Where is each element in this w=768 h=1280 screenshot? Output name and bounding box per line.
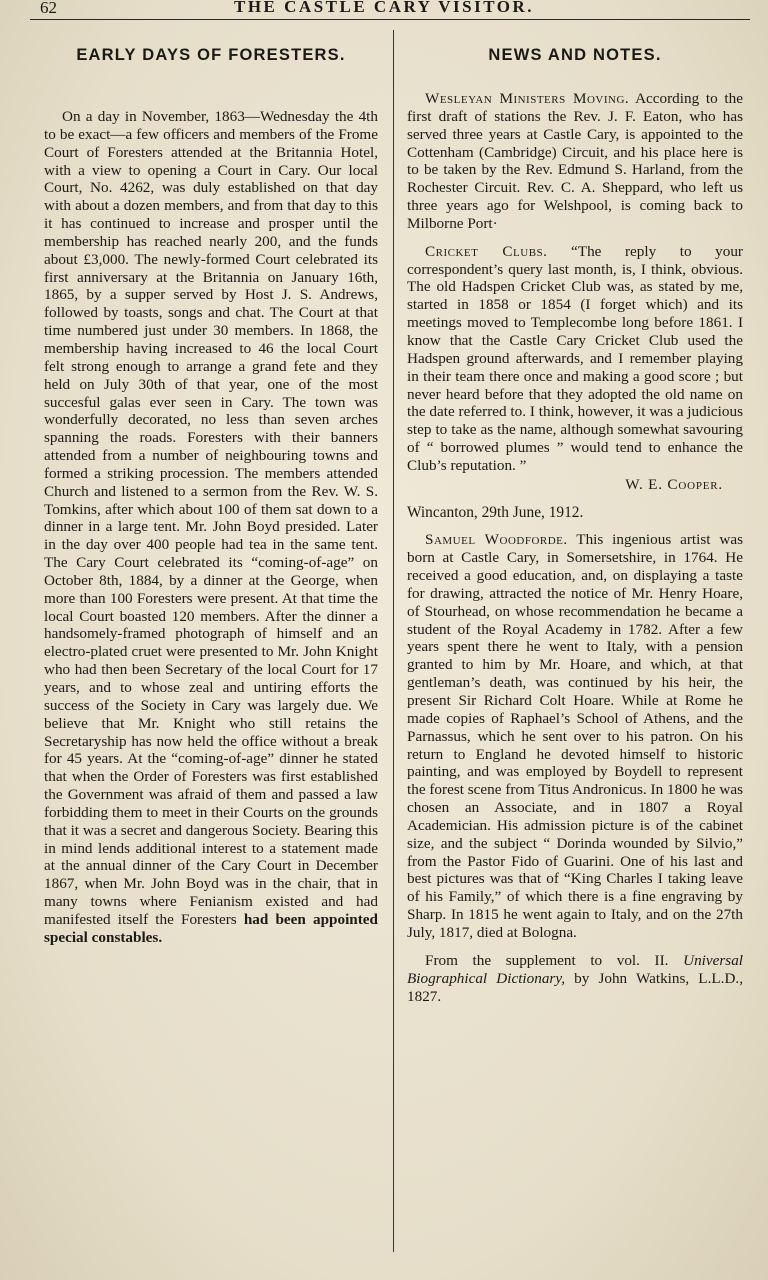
letter-signature: W. E. Cooper. bbox=[625, 475, 723, 493]
article-body bbox=[44, 108, 378, 947]
news-item-text: “The reply to your correspondent’s query last month, is, I think, obvious. The old Hadspen Cricket Club was, as stated by me, started in 1858 or 1854 (I forget which) and its meetings moved to Templecombe long before 1861. I know that the Castle Cary Cricket Club used the Hadspen ground afterwards, and I remember playing in their team there once and making a good score ; but never heard before that they adopted the old name on the date referred to. I think, however, it was a judicious step to take as the name, although somewhat savouring of “ borrowed plumes ” would tend to enhance the Club’s reputation. ” bbox=[407, 242, 743, 474]
article-body-text: On a day in November, 1863—Wednesday the 4th to be exact—a few officers and members of the Frome Court of Foresters attended at the Britannia Hotel, with a view to opening a Court in Cary. Our local Court, No. 4262, was duly established on that day with about a dozen members, and from that day to this it has continued to increase and prosper until the membership has reached nearly 200, and the funds about £3,000. The newly-formed Court celebrated its first anniversary at the Britannia on January 16th, 1865, by a supper served by Host J. S. Andrews, followed by toasts, songs and chat. The Court at that time numbered just under 30 members. In 1868, the membership having increased to 46 the local Court felt strong enough to arrange a grand fete and they held on July 30th of that year, one of the most succesful galas ever seen in Cary. The town was wonderfully decorated, no less than seven arches spanning the roads. Foresters with their banners attended from a number of neighbouring towns and formed a striking procession. The members attended Church and listened to a sermon from the Rev. W. S. Tomkins, after which about 100 of them sat down to a dinner in a large tent. Mr. John Boyd presided. Later in the day over 400 people had tea in the same tent. The Cary Court celebrated its “coming-of-age” on October 8th, 1884, by a dinner at the George, when more than 100 Foresters were present. At that time the local Court boasted 120 members. After the dinner a handsomely-framed photograph of himself and an electro-plated cruet were presented to Mr. John Knight who had then been Secretary of the local Court for 17 years, and to whose zeal and untiring efforts the success of the Society in Cary was largely due. We believe that Mr. Knight who still retains the Secretaryship has now held the office without a break for 45 years. At the “coming-of-age” dinner he stated that when the Order of Foresters was first established the Government was afraid of them and passed a law forbidding them to meet in their Courts on the grounds that it was a secret and dangerous Society. Bearing this in mind lends additional interest to a statement made at the annual dinner of the Cary Court in December 1867, when Mr. John Boyd was in the chair, that in many towns where Fenianism existed and had manifested itself the Foresters bbox=[44, 108, 378, 928]
news-item-text: This ingenious artist was born at Castle Cary, in Somersetshire, in 1764. He received a good education, and, on displaying a taste for drawing, attracted the notice of Mr. Henry Hoare, of Stourhead, on whose recommendation he became a student of the Royal Academy in 1782. After a few years spent there he went to Italy, with a pension granted to him by Mr. Hoare, and which, at that gentleman’s death, was continued by his heir, the present Sir Richard Colt Hoare. While at Rome he made copies of Raphael’s School of Athens, and the Parnassus, which he sent over to his patron. On his return to England he devoted himself to historic painting, and was employed by Boydell to represent the forest scene from Titus Andronicus. In 1800 he was chosen an Associate, and in 1807 a Royal Academician. His admission picture is of the cabinet size, and the subject “ Dorinda wounded by Silvio,” from the Pastor Fido of Guarini. One of his last and best pictures was that of “King Charles I taking leave of his Family,” of which there is a fine engraving by Sharp. In 1815 he went again to Italy, and on the 27th July, 1817, died at Bologna. bbox=[407, 531, 743, 941]
right-column bbox=[407, 40, 743, 1005]
letter-dateline: Wincanton, 29th June, 1912. bbox=[407, 503, 584, 521]
column-divider bbox=[393, 30, 394, 1252]
page-number: 62 bbox=[40, 0, 57, 17]
source-title: Universal Biographical Dictionary, bbox=[407, 951, 744, 987]
source-citation bbox=[407, 952, 743, 1006]
left-column bbox=[44, 40, 378, 947]
source-prefix: From the supplement to vol. II. bbox=[425, 951, 669, 969]
news-item-heading: Wesleyan Ministers Moving. bbox=[425, 90, 630, 107]
news-title: NEWS AND NOTES. bbox=[488, 46, 662, 64]
page-header bbox=[0, 0, 768, 22]
header-rule bbox=[30, 19, 750, 20]
article-title: EARLY DAYS OF FORESTERS. bbox=[76, 46, 346, 64]
source-suffix: by John Watkins, L.L.D., 1827. bbox=[407, 969, 744, 1005]
running-title: THE CASTLE CARY VISITOR. bbox=[234, 0, 534, 16]
article-body-end: had been appointed special constables. bbox=[44, 910, 378, 946]
news-item-wesleyan bbox=[407, 90, 743, 233]
news-item-cricket bbox=[407, 243, 743, 475]
news-item-heading: Samuel Woodforde. bbox=[425, 531, 568, 549]
news-item-text: According to the first draft of stations the Rev. J. F. Eaton, who has served three years at Castle Cary, is appointed to the Cottenham (Cambridge) Circuit, and his place here is to be taken by the Rev. Edmund S. Harland, from the Rochester Circuit. Rev. C. A. Sheppard, who left us three years ago for Welshpool, is coming back to Milborne Port· bbox=[407, 90, 743, 232]
news-item-woodforde bbox=[407, 531, 743, 941]
news-item-heading: Cricket Clubs. bbox=[425, 242, 548, 260]
